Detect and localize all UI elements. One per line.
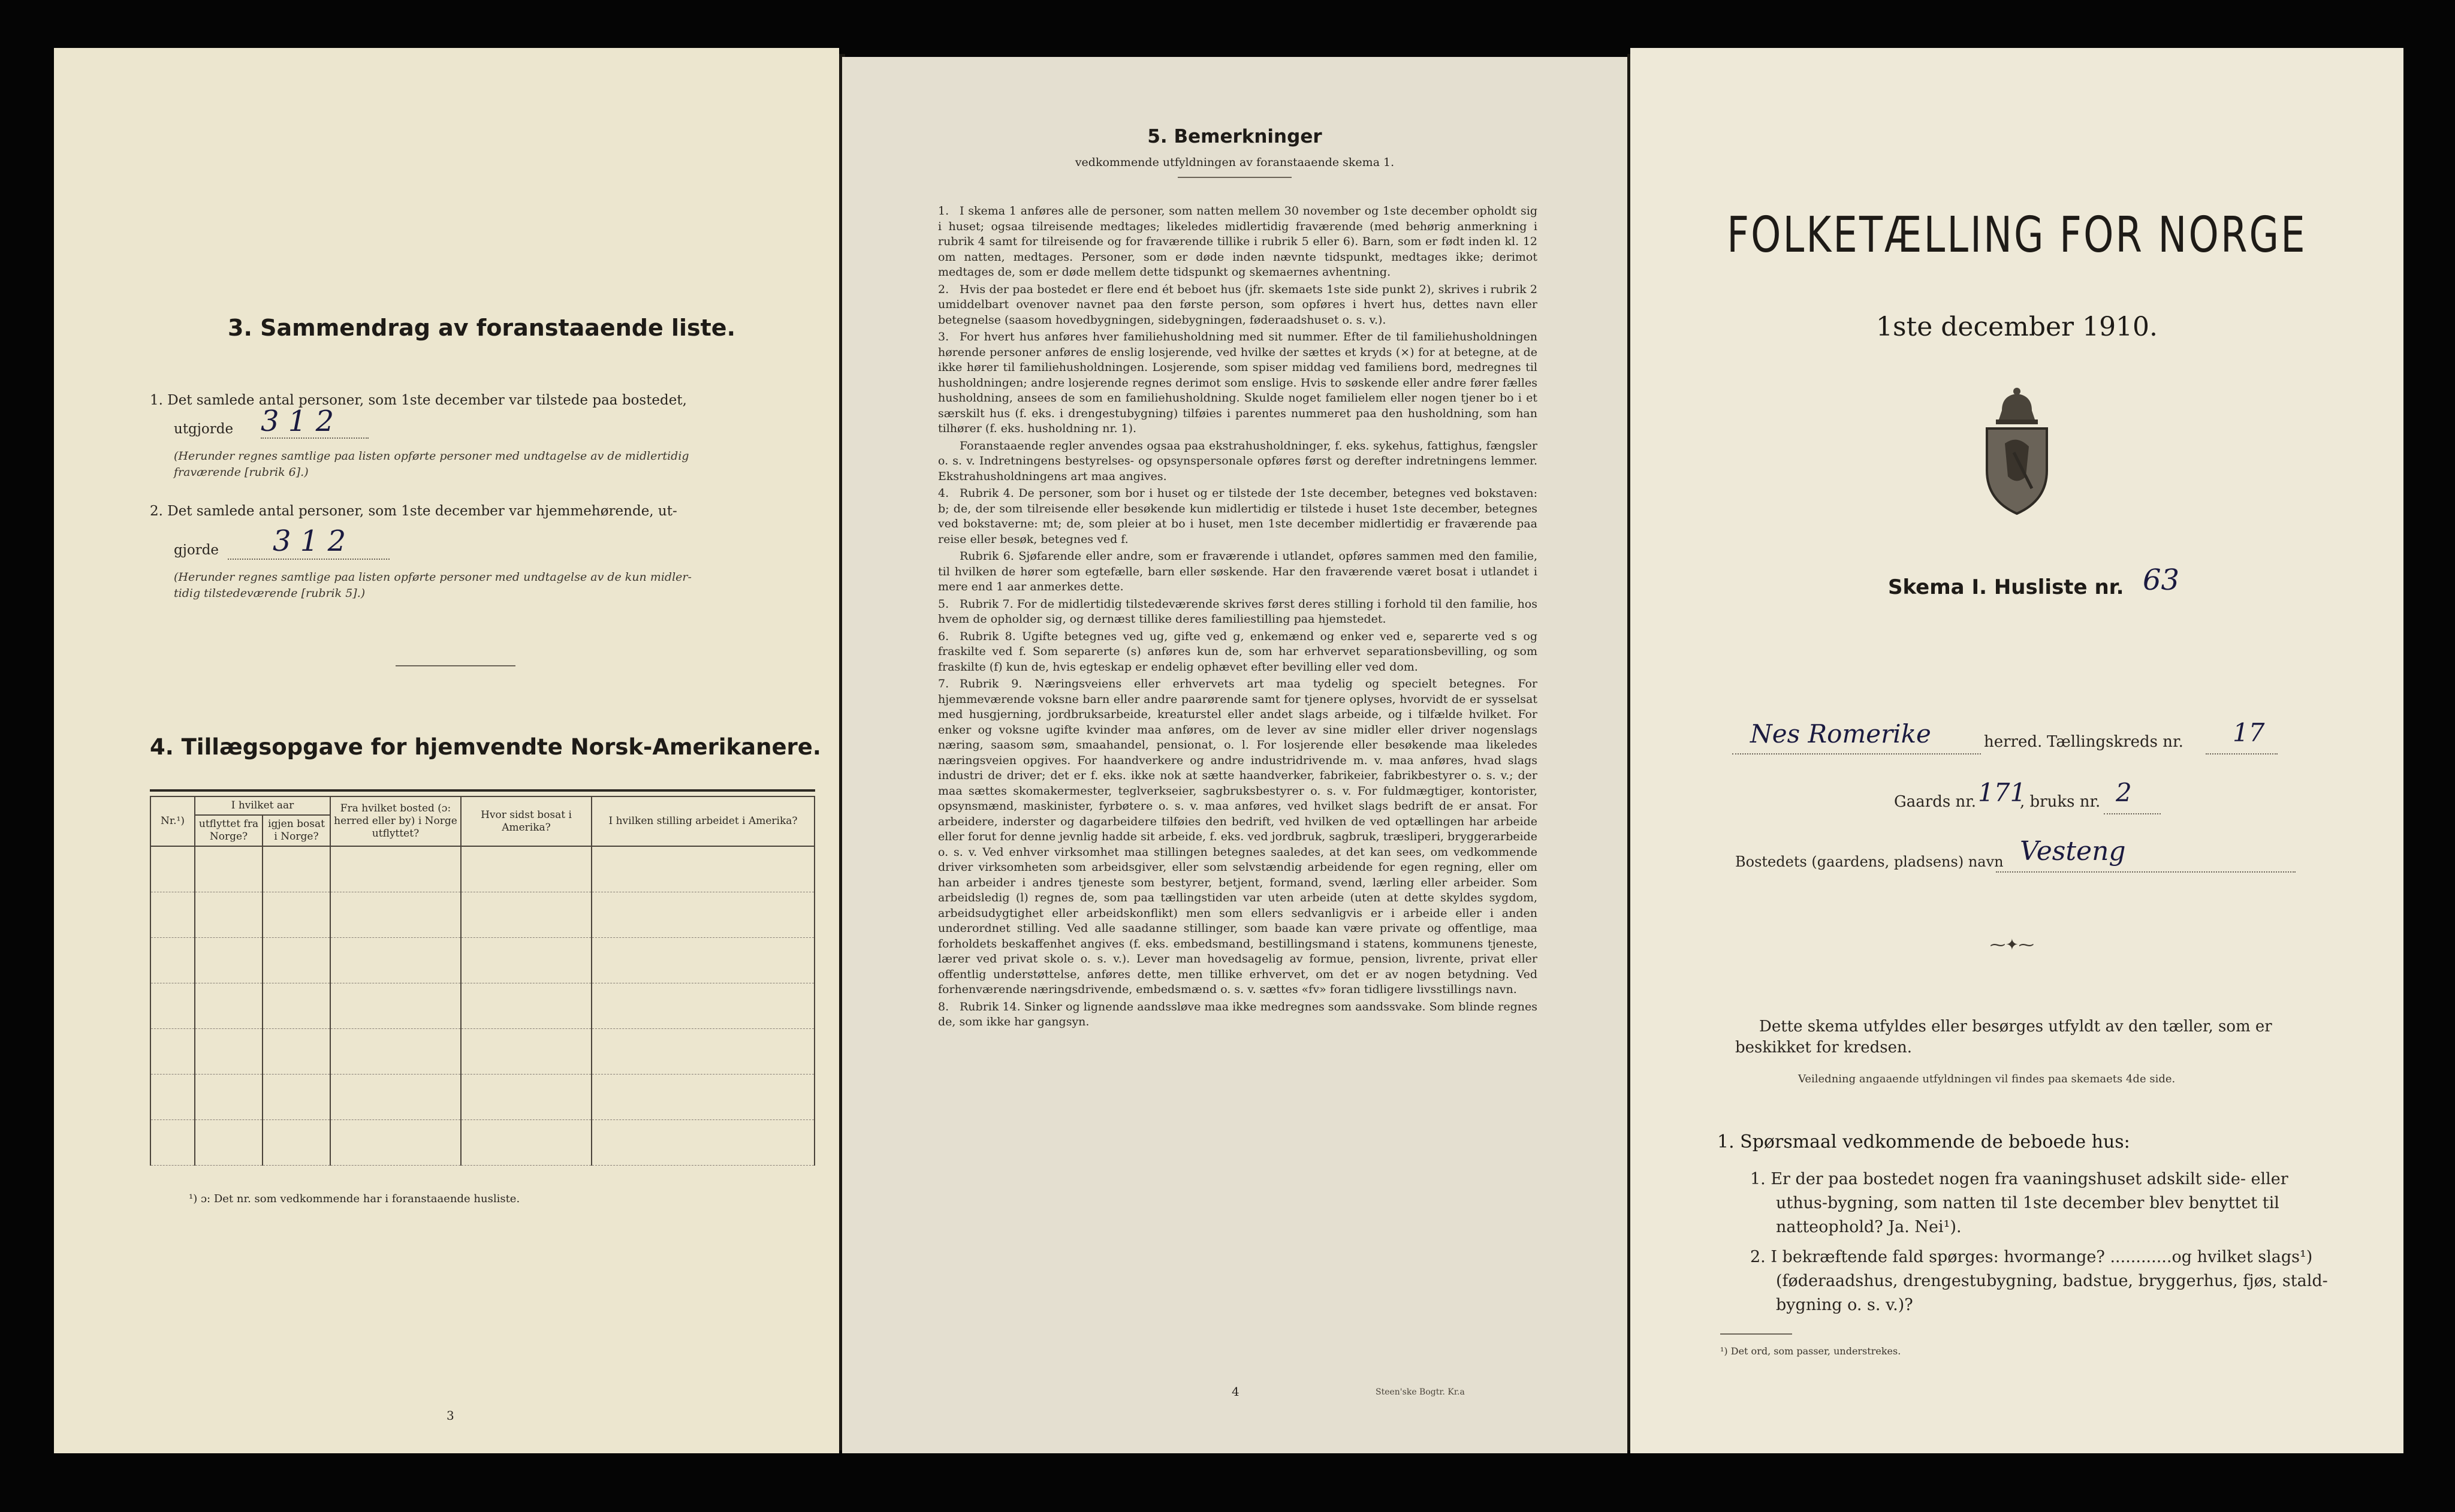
question-2-line-3: bygning o. s. v.)? (1776, 1296, 1913, 1314)
remarks-title: 5. Bemerkninger (1147, 126, 1322, 147)
returnees-table (150, 796, 815, 1166)
note-3b: Foranstaaende regler anvendes ogsaa paa ekstrahusholdninger, f. eks. sykehus, fattighus, fængsler o. s. v. Indretningens bestyrelses- og opsynspersonale opføres først og derefter indretningens lemmer. Ekstrahusholdningens art maa angives. (938, 439, 1537, 483)
bruks-label: , bruks nr. (2020, 793, 2101, 811)
item2-dotted-line (228, 559, 390, 560)
table-cell (330, 892, 461, 938)
table-cell (150, 1029, 195, 1075)
instruction-line-2: beskikket for kredsen. (1735, 1039, 1912, 1057)
col-nr: Nr.¹) (150, 796, 195, 846)
table-cell (592, 1075, 815, 1120)
note-4b: Rubrik 6. Sjøfarende eller andre, som er fraværende i utlandet, opføres sammen med den familie, til hvilken de hører som egtefælle, barn eller søskende. Har den fraværende været bosat i utlandet i mere end 1 aar anmerkes dette. (938, 550, 1537, 593)
col-position: I hvilken stilling arbeidet i Amerika? (592, 796, 815, 846)
husliste-number: 63 (2143, 563, 2180, 597)
footnote-rule (1720, 1333, 1792, 1335)
bosted-value: Vesteng (2020, 836, 2126, 867)
kreds-line (2206, 752, 2278, 755)
herred-line (1732, 752, 1981, 755)
item2-value: 3 1 2 (273, 524, 346, 558)
item2-note-2: tidig tilstedeværende [rubrik 5].) (174, 587, 366, 600)
schema-label: Skema I. Husliste nr. (1888, 575, 2124, 599)
table-cell (330, 983, 461, 1029)
item1-note-2: fraværende [rubrik 6].) (174, 466, 309, 479)
item1-dotted-line (261, 437, 369, 439)
table-cell (150, 892, 195, 938)
herred-value: Nes Romerike (1750, 719, 1931, 749)
col-from-where: Fra hvilket bosted (ɔ: herred eller by) i Norge utflyttet? (330, 796, 461, 846)
instruction-line-1: Dette skema utfyldes eller besørges utfyldt av den tæller, som er (1759, 1018, 2272, 1036)
table-cell (461, 1075, 592, 1120)
table-cell (195, 983, 263, 1029)
col-year-group: I hvilket aar (195, 796, 330, 815)
table-footnote: ¹) ɔ: Det nr. som vedkommende har i foranstaaende husliste. (189, 1193, 520, 1205)
table-cell (263, 983, 330, 1029)
table-cell (263, 846, 330, 892)
table-cell (592, 846, 815, 892)
note-2: 2. Hvis der paa bostedet er flere end ét beboet hus (jfr. skemaets 1ste side punkt 2), skrives i rubrik 2 umiddelbart ovenover navnet paa den første person, som opføres i hvert hus, dettes navn eller betegnelse (saasom hovedbygningen, sidebygningen, føderaadshuset o. s. v.). (938, 282, 1537, 327)
table-row (150, 938, 815, 983)
table-cell (150, 1075, 195, 1120)
question-1-line-2: uthus-bygning, som natten til 1ste december blev benyttet til (1776, 1194, 2279, 1212)
item1-label: utgjorde (174, 421, 234, 437)
table-cell (263, 1075, 330, 1120)
table-cell (461, 892, 592, 938)
note-8: 8. Rubrik 14. Sinker og lignende aandssløve maa ikke medregnes som aandssvake. Som blinde regnes de, som ikke har gangsyn. (938, 1000, 1537, 1028)
middle-page (842, 57, 1627, 1453)
note-3: 3. For hvert hus anføres hver familiehusholdning med sit nummer. Efter de til familiehusholdningen hørende personer anføres de enslig losjerende, ved hvilke der sættes et kryds (×) for at betegne, at de ikke hører til familiehusholdningen. Losjerende, som spiser middag ved familiens bord, medregnes til husholdningen; andre losjerende regnes derimot som enslige. Hvis to søskende eller andre fører fælles husholdning, ansees de som en familiehusholdning. Skulde noget familielem eller nogen tjener bo i et særskilt hus (f. eks. i drengestubygning) tilføies i parentes nummeret paa den husholdning, som han tilhører (f. eks. husholdning nr. 1). (938, 330, 1537, 435)
instruction-note: Veiledning angaaende utfyldningen vil findes paa skemaets 4de side. (1798, 1073, 2176, 1085)
table-row (150, 1029, 815, 1075)
table-cell (330, 846, 461, 892)
item2-note-1: (Herunder regnes samtlige paa listen opførte personer med undtagelse av de kun midler- (174, 571, 692, 584)
table-cell (461, 1029, 592, 1075)
table-body (150, 846, 815, 1166)
coat-of-arms-icon (1978, 387, 2056, 515)
table-cell (263, 1120, 330, 1166)
item1-note-1: (Herunder regnes samtlige paa listen opførte personer med undtagelse av de midlertidig (174, 449, 689, 463)
item2-label: gjorde (174, 542, 219, 558)
table-cell (461, 938, 592, 983)
census-date: 1ste december 1910. (1875, 312, 2158, 342)
printer-mark: Steen'ske Bogtr. Kr.a (1376, 1387, 1465, 1397)
col-returned: igjen bosat i Norge? (263, 815, 330, 846)
note-5: 5. Rubrik 7. For de midlertidig tilstedeværende skrives først deres stilling i forhold til den familie, hos hvem de opholder sig, og dernæst tillike deres familiestilling paa hjemstedet. (938, 597, 1537, 626)
item2-text: 2. Det samlede antal personer, som 1ste december var hjemmehørende, ut- (150, 503, 677, 519)
table-cell (592, 938, 815, 983)
table-cell (263, 892, 330, 938)
main-title: FOLKETÆLLING FOR NORGE (1727, 207, 2307, 264)
section4-title: 4. Tillægsopgave for hjemvendte Norsk-Amerikanere. (150, 734, 821, 760)
bosted-label: Bostedets (gaardens, pladsens) navn (1735, 853, 2004, 870)
divider (396, 665, 515, 666)
table-cell (330, 938, 461, 983)
table-row (150, 1075, 815, 1120)
table-cell (150, 1120, 195, 1166)
remarks-subtitle: vedkommende utfyldningen av foranstaaende skema 1. (1075, 156, 1395, 169)
table-cell (592, 983, 815, 1029)
table-top-rule (150, 789, 815, 792)
table-cell (195, 938, 263, 983)
table-cell (330, 1075, 461, 1120)
herred-label: herred. (1984, 733, 2043, 751)
left-page (54, 48, 839, 1453)
table-cell (150, 846, 195, 892)
question-2-line-1: 2. I bekræftende fald spørges: hvormange? ............og hvilket slags¹) (1750, 1248, 2313, 1266)
table-cell (461, 983, 592, 1029)
remarks-notes (938, 204, 1537, 1032)
remarks-rule (1178, 177, 1292, 178)
table-cell (195, 1120, 263, 1166)
col-emigrated: utflyttet fra Norge? (195, 815, 263, 846)
kreds-label: Tællingskreds nr. (2047, 733, 2183, 751)
right-footnote: ¹) Det ord, som passer, understrekes. (1720, 1345, 1901, 1357)
table-cell (592, 1029, 815, 1075)
table-cell (263, 1029, 330, 1075)
note-7: 7. Rubrik 9. Næringsveiens eller erhvervets art maa tydelig og specielt betegnes. For hjemmeværende voksne barn eller andre paarørende samt for tjenere oplyses, hvorvidt de er sysselsat med husgjerning, jordbruksarbeide, kreaturstel eller andet slags arbeide, og i tilfælde hvilket. For enker og voksne ugifte kvinder maa anføres, om de lever av sine midler eller driver nogenslags næring, saasom søm, smaahandel, pensionat, o. l. For losjerende eller besøkende maa likeledes næringsveien opgives. For haandverkere og andre industridrivende m. v. maa anføres, hvad slags industri de driver; det er f. eks. ikke nok at sætte haandverker, fabrikeier, fabrikbestyrer o. s. v.; der maa sættes skomakermester, teglverkseier, sagbruksbestyrer o. s. v. For fuldmægtiger, kontorister, opsynsmænd, maskinister, fyrbøtere o. s. v. maa anføres, ved hvilket slags bedrift de er ansat. For arbeidere, inderster og dagarbeidere tilføies den bedrift, ved hvilken de ved optællingen har arbeide eller forut for denne jevnlig hadde sit arbeide, f. eks. ved jordbruk, sagbruk, træsliperi, bryggerarbeide o. s. v. Ved enhver virksomhet maa stillingen betegnes saaledes, at det kan sees, om vedkommende driver virksomheten som arbeidsgiver, eller som selvstændig arbeidende for egen regning, eller om han arbeider i andres tjeneste som bestyrer, betjent, formand, svend, lærling eller arbeider. Som arbeidsledig (l) regnes de, som paa tællingstiden var uten arbeide (uten at dette skyldes sygdom, arbeidsudygtighet eller arbeidskonflikt) men som ellers sedvanligvis er i arbeide eller i anden underordnet stilling. Ved alle saadanne stillinger, som baade kan være private og offentlige, maa forholdets beskaffenhet angives (f. eks. embedsmand, bestillingsmand i statens, kommunens tjeneste, lærer ved privat skole o. s. v.). Lever man hovedsagelig av formue, pension, livrente, privat eller offentlig understøttelse, anføres dette, men tillike erhvervet, om det er av nogen betydning. Ved forhenværende næringsdrivende, embedsmænd o. s. v. sættes «fv» foran tidligere livsstillings navn. (938, 677, 1537, 996)
question-1-line-3: natteophold? Ja. Nei¹). (1776, 1218, 1962, 1236)
table-row (150, 846, 815, 892)
gaards-value: 171 (1978, 778, 2026, 807)
table-cell (461, 1120, 592, 1166)
gaards-label: Gaards nr. (1894, 793, 1977, 811)
table-cell (150, 983, 195, 1029)
col-last-residence: Hvor sidst bosat i Amerika? (461, 796, 592, 846)
item1-value: 3 1 2 (261, 405, 334, 438)
table-cell (330, 1120, 461, 1166)
table-row (150, 892, 815, 938)
table-cell (195, 892, 263, 938)
question-2-line-2: (føderaadshus, drengestubygning, badstue, bryggerhus, fjøs, stald- (1776, 1272, 2328, 1290)
ornament-icon: ⁓✦⁓ (1990, 936, 2034, 954)
right-page (1630, 48, 2403, 1453)
note-6: 6. Rubrik 8. Ugifte betegnes ved ug, gifte ved g, enkemænd og enker ved e, separerte ved s og fraskilte ved f. Som separerte (s) anføres kun de, som har erhvervet separationsbevilling, og som fraskilte (f) kun de, hvis egteskap er endelig ophævet efter bevilling eller ved dom. (938, 629, 1537, 674)
kreds-value: 17 (2233, 718, 2265, 747)
table-cell (195, 1029, 263, 1075)
bosted-line (1996, 870, 2296, 873)
table-cell (263, 938, 330, 983)
table-cell (461, 846, 592, 892)
question-heading: 1. Spørsmaal vedkommende de beboede hus: (1717, 1131, 2130, 1152)
table-cell (592, 892, 815, 938)
table-cell (330, 1029, 461, 1075)
item1-text: 1. Det samlede antal personer, som 1ste december var tilstede paa bostedet, (150, 393, 687, 408)
bruks-value: 2 (2116, 778, 2132, 807)
page-number-4: 4 (1232, 1384, 1239, 1399)
table-cell (592, 1120, 815, 1166)
table-row (150, 1120, 815, 1166)
table-cell (195, 1075, 263, 1120)
bruks-line (2104, 812, 2161, 814)
note-1: 1. I skema 1 anføres alle de personer, som natten mellem 30 november og 1ste december opholdt sig i huset; ogsaa tilreisende medtages; likeledes midlertidig fraværende (med behørig anmerkning i rubrik 4 samt for tilreisende og for fraværende tillike i rubrik 5 eller 6). Barn, som er født inden kl. 12 om natten, medtages. Personer, som er døde inden nævnte tidspunkt, medtages ikke; derimot medtages de, som er døde mellem dette tidspunkt og skemaernes avhentning. (938, 204, 1537, 279)
table-cell (150, 938, 195, 983)
note-4: 4. Rubrik 4. De personer, som bor i huset og er tilstede der 1ste december, betegnes ved bokstaven: b; de, der som tilreisende eller besøkende kun midlertidig er tilstede i huset 1ste december, betegnes ved bokstaverne: mt; de, som pleier at bo i huset, men 1ste december midlertidig er fraværende paa reise eller besøk, betegnes ved f. (938, 487, 1537, 546)
table-row (150, 983, 815, 1029)
section3-title: 3. Sammendrag av foranstaaende liste. (228, 315, 736, 341)
page-number-3: 3 (447, 1408, 454, 1423)
question-1-line-1: 1. Er der paa bostedet nogen fra vaaningshuset adskilt side- eller (1750, 1170, 2288, 1188)
table-cell (195, 846, 263, 892)
